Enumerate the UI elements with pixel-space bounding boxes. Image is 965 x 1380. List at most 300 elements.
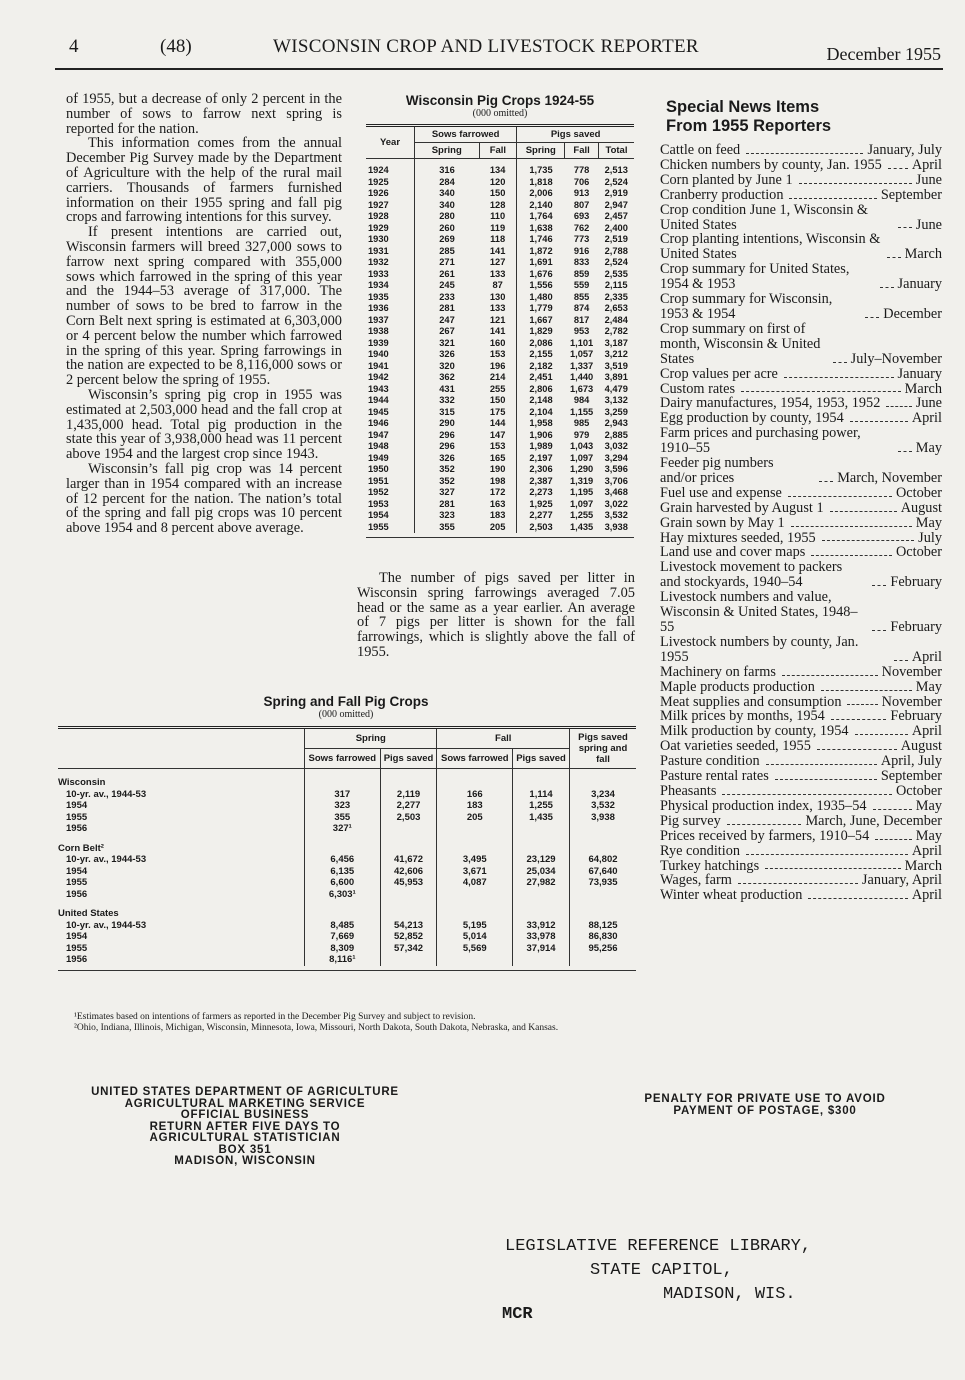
value-cell: 315 [439, 406, 455, 417]
penalty-notice [600, 1094, 930, 1117]
value-cell: 1,097 [569, 452, 594, 463]
list-item [660, 143, 942, 158]
table-row [366, 257, 634, 269]
return-address-line: MADISON, WISCONSIN [174, 1155, 316, 1167]
news-item-months: January, April [861, 872, 942, 889]
table-row [366, 418, 634, 430]
value-cell: 340 [439, 199, 455, 210]
table1-header-year: Year [366, 126, 415, 159]
value-cell: 706 [573, 176, 590, 187]
row-label: 1955 [66, 942, 88, 954]
value-cell: 1,255 [513, 800, 570, 812]
table-row [366, 476, 634, 488]
value-cell: 33,912 [513, 920, 570, 932]
value-cell: 52,852 [380, 931, 437, 943]
news-item-months: February [890, 574, 942, 591]
year-cell: 1927 [366, 200, 415, 212]
value-cell [570, 954, 637, 966]
table1-header-pigs-spring: Spring [517, 143, 565, 159]
table-row [366, 223, 634, 235]
value-cell: 33,978 [513, 931, 570, 943]
paragraph: of 1955, but a decrease of only 2 percent in the number of sows to farrow next spring is reported for the nation. [66, 91, 342, 137]
dot-leader [894, 660, 908, 661]
year-cell: 1949 [366, 453, 415, 465]
table2-header-fall: Fall [437, 728, 570, 749]
news-item-months: April [911, 410, 942, 427]
value-cell: 153 [479, 349, 517, 361]
value-cell: 37,914 [513, 943, 570, 955]
news-item-months: September [880, 768, 942, 785]
list-item [660, 501, 942, 516]
dot-leader [855, 734, 908, 735]
year-cell: 1950 [366, 464, 415, 476]
value-cell: 153 [479, 441, 517, 453]
news-item-months: January, July [867, 142, 942, 158]
table-row [58, 812, 636, 824]
return-address-line: OFFICIAL BUSINESS [180, 1109, 310, 1121]
value-cell: 984 [573, 395, 590, 405]
value-cell: 2,484 [604, 314, 628, 325]
table2-subtitle: (000 omitted) [318, 709, 374, 720]
table1-subtitle: (000 omitted) [472, 108, 528, 119]
table2-header-spring: Spring [305, 728, 437, 749]
value-cell: 1,097 [569, 498, 594, 509]
news-item-months: December [883, 305, 942, 322]
value-cell: 6,456 [305, 854, 381, 866]
news-item-name: Dairy manufactures, 1954, 1953, 1952 [660, 395, 881, 412]
table-row [366, 349, 634, 361]
news-item-name: Crop values per acre [660, 365, 778, 382]
value-cell: 352 [439, 464, 455, 474]
news-item-months: May [915, 440, 942, 457]
year-cell: 1935 [366, 292, 415, 304]
table-row [366, 441, 634, 453]
value-cell: 3,519 [604, 360, 628, 371]
value-cell: 2,653 [604, 303, 628, 313]
value-cell: 833 [573, 257, 590, 267]
value-cell: 2,513 [604, 165, 628, 175]
table-row [58, 943, 636, 955]
value-cell: 807 [573, 199, 590, 210]
value-cell: 67,640 [588, 865, 618, 877]
value-cell: 260 [439, 222, 455, 233]
table-row [366, 384, 634, 396]
value-cell [570, 889, 637, 901]
value-cell: 1,480 [529, 291, 553, 302]
value-cell: 320 [439, 360, 455, 371]
value-cell: 205 [479, 522, 517, 534]
table-row [366, 464, 634, 476]
value-cell: 3,671 [437, 866, 513, 878]
value-cell: 326 [439, 349, 455, 359]
news-item-name: Custom rates [660, 380, 736, 397]
news-item-months: November [881, 663, 942, 680]
value-cell: 284 [439, 176, 455, 187]
news-item-months: April, July [880, 753, 942, 770]
value-cell: 6,135 [305, 866, 381, 878]
news-item-name: Winter wheat production [660, 887, 803, 904]
value-cell: 7,669 [305, 931, 381, 943]
year-cell: 1933 [366, 269, 415, 281]
value-cell: 6,303¹ [305, 889, 381, 901]
news-item-months: August [900, 499, 942, 516]
table1-header-sows-spring: Spring [415, 143, 480, 159]
value-cell: 141 [479, 326, 517, 338]
list-item [660, 396, 942, 411]
mcr-stamp: MCR [502, 1305, 533, 1324]
row-label: 1956 [66, 954, 88, 965]
news-item-months: February [890, 619, 942, 635]
list-item [660, 590, 942, 635]
news-item-months: March [904, 857, 942, 874]
list-item [660, 173, 942, 188]
dot-leader [799, 183, 912, 184]
value-cell: 147 [479, 430, 517, 442]
value-cell: 316 [439, 165, 455, 175]
list-item [660, 829, 942, 844]
dot-leader [833, 362, 847, 363]
year-cell: 1948 [366, 441, 415, 453]
news-item-months: May [915, 678, 942, 695]
table-row [58, 889, 636, 901]
value-cell: 916 [573, 245, 590, 256]
list-item [660, 814, 942, 829]
year-cell: 1954 [366, 510, 415, 522]
row-label: 1955 [66, 811, 88, 823]
value-cell: 327 [439, 487, 455, 497]
news-item-name: Cattle on feed [660, 142, 741, 158]
value-cell: 778 [573, 165, 590, 175]
value-cell: 985 [573, 418, 590, 428]
news-list-title-line1: Special News Items [666, 98, 820, 116]
table2-header-total: Pigs saved spring and fall [570, 728, 637, 769]
value-cell: 2,155 [529, 349, 553, 359]
value-cell: 1,667 [529, 314, 553, 325]
news-item-months: June [915, 171, 942, 188]
value-cell: 693 [573, 211, 590, 221]
row-label: 10-yr. av., 1944-53 [66, 854, 147, 865]
news-item-months: May [915, 827, 942, 844]
year-cell: 1955 [366, 522, 415, 534]
value-cell: 1,764 [529, 211, 553, 221]
value-cell: 2,273 [529, 487, 553, 497]
table2-header-fall-pigs: Pigs saved [513, 749, 570, 769]
list-item [660, 545, 942, 560]
news-item-name: Milk prices by months, 1954 [660, 708, 825, 725]
value-cell: 3,234 [591, 788, 615, 800]
value-cell: 41,672 [380, 854, 437, 866]
dot-leader [865, 317, 879, 318]
table-row [366, 407, 634, 419]
value-cell: 88,125 [588, 919, 618, 931]
value-cell: 773 [573, 234, 590, 244]
group-name: United States [58, 908, 119, 919]
table1-header-total: Total [598, 143, 634, 159]
table-row [366, 315, 634, 327]
value-cell: 1,255 [569, 510, 594, 520]
news-item-months: January [897, 276, 942, 293]
value-cell [437, 823, 513, 835]
news-item-months: March [904, 246, 942, 263]
row-label: 1954 [66, 800, 88, 811]
value-cell: 1,818 [529, 176, 553, 187]
table-row [366, 188, 634, 200]
news-item-months: April [911, 842, 942, 859]
table-row [366, 487, 634, 499]
footnote-1: ¹Estimates based on intentions of farmers as reported in the December Pig Survey and subject to revision. [74, 1012, 476, 1022]
value-cell: 1,435 [569, 521, 594, 532]
year-cell: 1930 [366, 234, 415, 246]
value-cell: 95,256 [588, 942, 618, 954]
value-cell: 1,556 [529, 280, 553, 290]
value-cell: 5,195 [437, 920, 513, 932]
value-cell: 269 [439, 234, 455, 244]
value-cell: 2,503 [529, 521, 553, 532]
news-item-name: Oat varieties seeded, 1955 [660, 738, 811, 755]
list-item [660, 665, 942, 680]
table-row [366, 326, 634, 338]
table-row [58, 954, 636, 966]
table-row [58, 800, 636, 812]
year-cell: 1951 [366, 476, 415, 488]
news-item-name: Livestock numbers and value, Wisconsin & United States, 1948–55 [660, 589, 858, 635]
value-cell: 134 [479, 159, 517, 177]
year-cell: 1929 [366, 223, 415, 235]
news-item-name: Crop summary for United States, 1954 & 1953 [660, 261, 850, 293]
table2-title: Spring and Fall Pig Crops [263, 694, 429, 709]
value-cell: 3,532 [604, 510, 628, 520]
penalty-line: PENALTY FOR PRIVATE USE TO AVOID [644, 1093, 886, 1105]
value-cell: 2,306 [529, 464, 553, 474]
value-cell: 4,087 [437, 877, 513, 889]
value-cell: 172 [479, 487, 517, 499]
value-cell: 1,435 [513, 812, 570, 824]
row-label: 1956 [66, 823, 88, 834]
value-cell: 3,032 [604, 441, 628, 451]
row-label: 10-yr. av., 1944-53 [66, 919, 147, 931]
value-cell: 5,014 [437, 931, 513, 943]
value-cell: 285 [439, 245, 455, 256]
dot-leader [791, 526, 912, 527]
value-cell: 2,400 [604, 222, 628, 233]
value-cell: 233 [439, 291, 455, 302]
value-cell: 198 [479, 476, 517, 488]
footnote-2: ²Ohio, Indiana, Illinois, Michigan, Wisconsin, Minnesota, Iowa, Missouri, North Dakota, South Dakota, Nebraska, and Kansas. [74, 1023, 559, 1033]
dot-leader [872, 585, 886, 586]
row-label: 1954 [66, 865, 88, 877]
news-item-name: Cranberry production [660, 186, 784, 203]
value-cell: 431 [439, 383, 455, 394]
table-row [366, 246, 634, 258]
news-item-months: October [895, 544, 942, 561]
value-cell: 1,319 [569, 475, 594, 486]
dot-leader [819, 481, 833, 482]
news-item-months: July [918, 529, 942, 546]
value-cell: 118 [479, 234, 517, 246]
value-cell: 1,440 [569, 372, 594, 382]
value-cell: 23,129 [513, 854, 570, 866]
list-item [660, 560, 942, 590]
value-cell: 130 [479, 292, 517, 304]
table2-body [58, 769, 636, 971]
news-item-name: Wages, farm [660, 872, 732, 889]
list-item [660, 635, 942, 665]
value-cell: 183 [437, 800, 513, 812]
news-item-name: Rye condition [660, 842, 741, 859]
value-cell: 255 [479, 384, 517, 396]
table-row [58, 931, 636, 943]
value-cell: 1,735 [529, 165, 553, 175]
news-item-name: Feeder pig numbers and/or prices [660, 455, 774, 486]
value-cell: 3,706 [604, 475, 628, 486]
paragraph: The number of pigs saved per litter in Wisconsin spring farrowings averaged 7.05 head or the same as a year earlier. An average of 7 pigs per litter is shown for the fall farrowings, which is slightly above the fall of 1955. [357, 570, 635, 660]
value-cell: 296 [439, 429, 455, 440]
value-cell: 163 [479, 499, 517, 511]
list-item [660, 754, 942, 769]
value-cell: 2,140 [529, 199, 553, 210]
value-cell: 1,958 [529, 418, 553, 428]
value-cell: 2,519 [604, 234, 628, 244]
news-item-name: Pasture rental rates [660, 768, 769, 785]
value-cell: 323 [305, 800, 381, 812]
value-cell: 120 [479, 177, 517, 189]
news-item-months: April [911, 723, 942, 740]
value-cell: 2,119 [380, 789, 437, 801]
news-item-name: Crop summary for Wisconsin, 1953 & 1954 [660, 291, 833, 322]
value-cell: 1,673 [569, 383, 594, 394]
value-cell: 2,943 [604, 418, 628, 428]
news-item-months: February [890, 708, 942, 725]
issue-date: December 1955 [826, 44, 941, 64]
row-label: 1955 [66, 877, 88, 888]
row-label: 1954 [66, 931, 88, 942]
dot-leader [775, 779, 877, 780]
year-cell: 1932 [366, 257, 415, 269]
value-cell: 1,676 [529, 268, 553, 279]
value-cell: 2,086 [529, 337, 553, 348]
year-cell: 1941 [366, 361, 415, 373]
value-cell: 2,782 [604, 326, 628, 336]
news-list-title [666, 98, 946, 136]
list-item [660, 292, 942, 322]
page-header [55, 34, 943, 70]
value-cell: 3,495 [437, 854, 513, 866]
value-cell: 326 [439, 452, 455, 463]
table-row [58, 854, 636, 866]
news-item-months: August [900, 738, 942, 755]
value-cell: 979 [573, 429, 590, 440]
value-cell: 762 [573, 222, 590, 233]
value-cell: 2,885 [604, 429, 628, 440]
recipient-address [500, 1235, 920, 1307]
return-address-line: AGRICULTURAL STATISTICIAN [149, 1132, 341, 1144]
year-cell: 1926 [366, 188, 415, 200]
list-item [660, 203, 942, 233]
news-item-months: April [911, 156, 942, 173]
table-row [366, 395, 634, 407]
value-cell: 2,335 [604, 291, 628, 302]
value-cell: 42,606 [380, 866, 437, 878]
value-cell: 165 [479, 453, 517, 465]
value-cell [380, 889, 437, 901]
value-cell: 121 [479, 315, 517, 327]
news-item-name: Grain harvested by August 1 [660, 499, 824, 516]
wisconsin-pig-crops-table [366, 124, 634, 538]
value-cell: 323 [439, 510, 455, 520]
return-address-block [50, 1087, 440, 1168]
news-item-name: Corn planted by June 1 [660, 171, 793, 188]
news-item-months: April [911, 648, 942, 665]
value-cell: 2,535 [604, 268, 628, 279]
year-cell: 1928 [366, 211, 415, 223]
table-row [366, 159, 634, 177]
value-cell: 3,022 [604, 498, 628, 509]
value-cell: 2,277 [380, 800, 437, 812]
table1-header-sows: Sows farrowed [415, 126, 517, 143]
value-cell: 110 [479, 211, 517, 223]
list-item [660, 382, 942, 397]
paragraph: Wisconsin’s fall pig crop was 14 percent larger than in 1954 compared with an increase of 12 percent for the nation. The nation’s total of the spring and fall pig crops was 10 percent above 1954 and 8 percent above average. [66, 460, 342, 537]
table1-title: Wisconsin Pig Crops 1924-55 [405, 93, 595, 108]
value-cell: 160 [479, 338, 517, 350]
table-row [366, 177, 634, 189]
value-cell: 86,830 [588, 931, 618, 942]
year-cell: 1946 [366, 418, 415, 430]
value-cell: 352 [439, 475, 455, 486]
dot-leader [741, 391, 901, 392]
value-cell: 183 [479, 510, 517, 522]
value-cell: 2,006 [529, 188, 553, 198]
value-cell: 3,596 [604, 464, 628, 474]
value-cell: 1,057 [569, 349, 594, 359]
value-cell: 317 [305, 789, 381, 801]
value-cell: 45,953 [380, 877, 437, 889]
value-cell: 2,197 [529, 452, 553, 463]
table-row [366, 292, 634, 304]
value-cell [570, 823, 637, 835]
news-item-name: Meat supplies and consumption [660, 693, 842, 710]
value-cell: 1,746 [529, 234, 553, 244]
news-item-months: July–November [850, 350, 942, 367]
list-item [660, 486, 942, 501]
value-cell: 355 [439, 521, 455, 532]
return-address-line: AGRICULTURAL MARKETING SERVICE [124, 1097, 366, 1110]
year-cell: 1953 [366, 499, 415, 511]
value-cell: 128 [479, 200, 517, 212]
table1-header-sows-fall: Fall [479, 143, 517, 159]
list-item [660, 799, 942, 814]
news-item-name: Maple products production [660, 678, 815, 695]
value-cell: 327¹ [305, 823, 381, 835]
value-cell: 3,294 [604, 452, 628, 463]
year-cell: 1944 [366, 395, 415, 407]
value-cell: 321 [439, 337, 455, 348]
news-item-months: January [897, 365, 942, 382]
table-group-row [58, 769, 636, 789]
table-group-row [58, 900, 636, 920]
table-row [366, 303, 634, 315]
value-cell: 166 [437, 789, 513, 801]
value-cell: 141 [479, 246, 517, 258]
value-cell: 3,938 [604, 521, 628, 532]
value-cell: 281 [439, 303, 455, 313]
value-cell: 2,919 [604, 188, 628, 198]
list-item [660, 859, 942, 874]
value-cell: 205 [437, 812, 513, 824]
year-cell: 1934 [366, 280, 415, 292]
list-item [660, 411, 942, 426]
table-row [58, 920, 636, 932]
